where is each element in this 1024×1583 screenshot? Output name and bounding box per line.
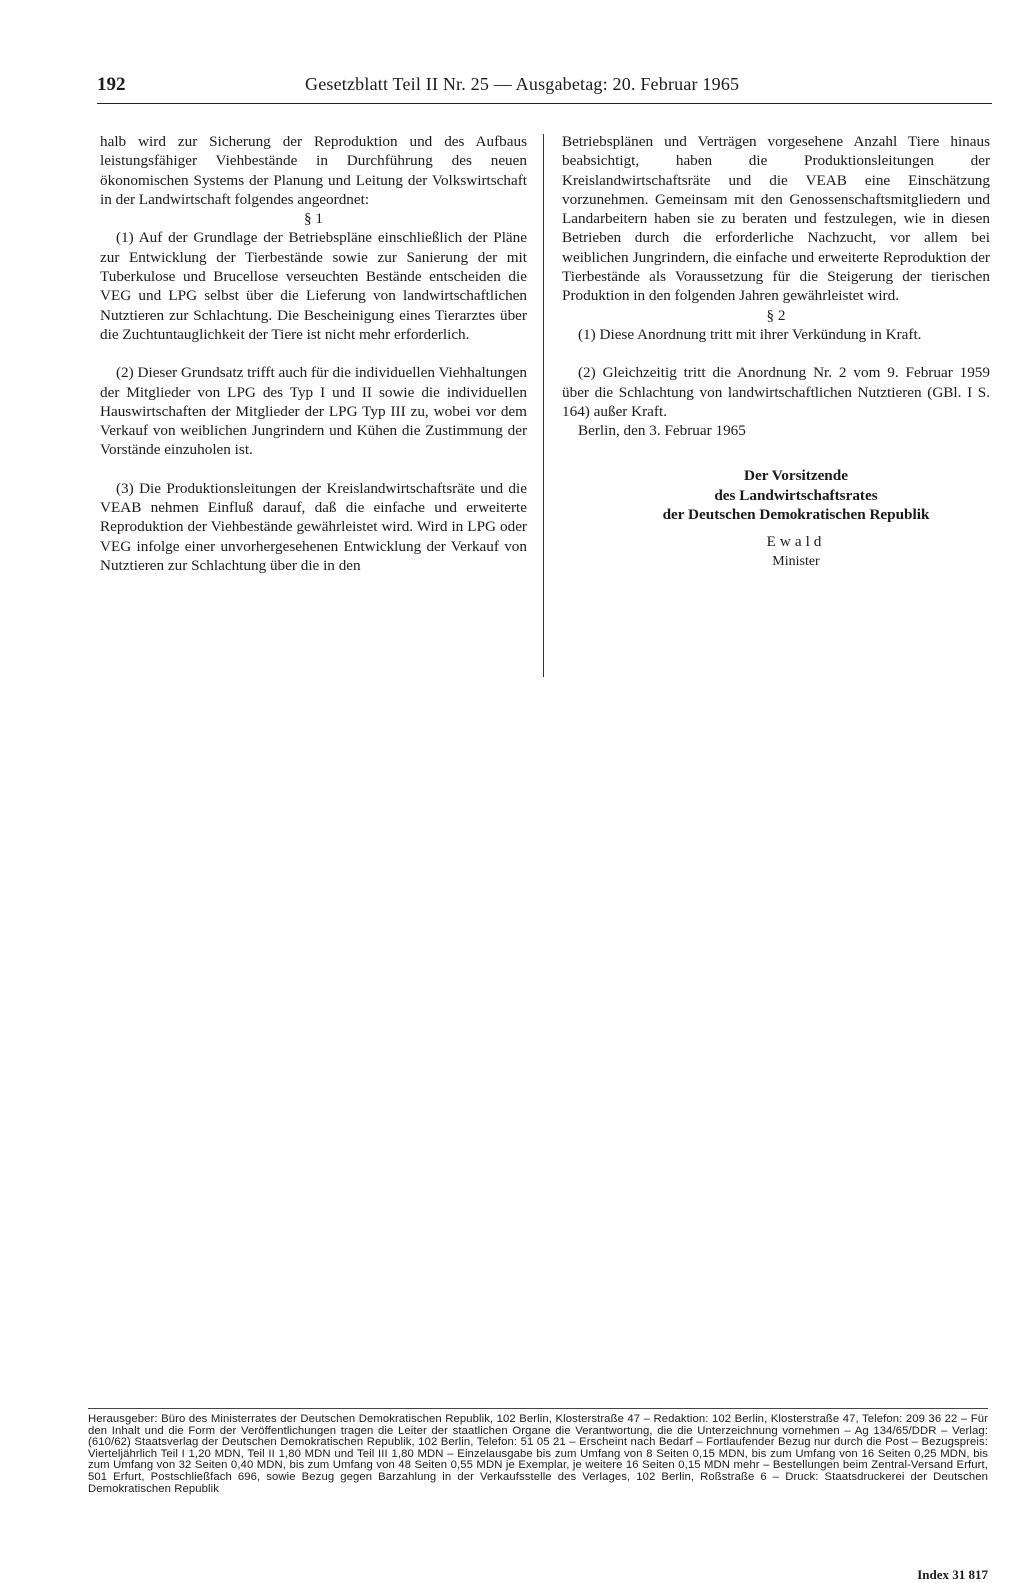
imprint-footer: Herausgeber: Büro des Ministerrates der Deutschen Demokratischen Republik, 102 Berlin, Klosterstraße 47 – Redaktion: 102 Berlin, Klosterstraße 47, Telefon: 209 36 22 – Für den Inhalt und die Form der Veröffentlichungen tragen die Leiter der staatlichen Organe die Verantwortung, die die Unterzeichnung vornehmen – Ag 134/65/DDR – Verlag: (610/62) Staatsverlag der Deutschen Demokratischen Republik, 102 Berlin, Telefon: 51 05 21 – Erscheint nach Bedarf – Fortlaufender Bezug nur durch die Post – Bezugspreis: Vierteljährlich Teil I 1,20 MDN, Teil II 1,80 MDN und Teil III 1,80 MDN – Einzelausgabe bis zum Umfang von 8 Seiten 0,15 MDN, bis zum Umfang von 16 Seiten 0,25 MDN, bis zum Umfang von 32 Seiten 0,40 MDN, bis zum Umfang von 48 Seiten 0,55 MDN je Exemplar, je weitere 16 Seiten 0,15 MDN mehr – Bestellungen beim Zentral-Versand Erfurt, 501 Erfurt, Postschließfach 696, sowie Bezug gegen Barzahlung in der Verkaufsstelle des Verlages, 102 Berlin, Roßstraße 6 – Druck: Staatsdruckerei der Deutschen Demokratischen Republik <box>88 1413 988 1495</box>
signatory-line-2: des Landwirtschaftsrates <box>714 486 878 504</box>
page-number: 192 <box>97 74 126 95</box>
signatory-line-1: Der Vorsitzende <box>744 467 848 485</box>
footer-rule <box>88 1408 988 1409</box>
signatory-title: Minister <box>772 553 820 569</box>
continuation-paragraph: Betriebsplänen und Verträgen vorgesehene Anzahl Tiere hinaus beabsichtigt, haben die Produktionsleitungen der Kreislandwirtschaftsräte und die VEAB eine Einschätzung vorzunehmen. Gemeinsam mit den Genossenschaftsmitgliedern und Landarbeitern haben sie zu beraten und festzulegen, wie in diesen Betrieben durch die erforderliche Nachzucht, vor allem bei weiblichen Jungrindern, die einfache und erweiterte Reproduktion der Tierbestände als Voraussetzung für die Steigerung der tierischen Produktion in den folgenden Jahren gewährleistet wird. <box>562 133 990 305</box>
page-header <box>97 70 992 100</box>
section-2-paragraph-1: (1) Diese Anordnung tritt mit ihrer Verkündung in Kraft. <box>578 325 922 343</box>
section-1-paragraph-1: (1) Auf der Grundlage der Betriebspläne einschließlich der Pläne zur Entwicklung der Tierbestände sowie zur Sanierung der mit Tuberkulose und Brucellose verseuchten Bestände entscheiden die VEG und LPG selbst über die Lieferung von landwirtschaftlichen Nutztieren zur Schlachtung. Die Bescheinigung eines Tierarztes über die Zuchtuntauglichkeit der Tiere ist nicht mehr erforderlich. <box>100 229 527 343</box>
signatory-block <box>562 466 990 524</box>
section-2-heading: § 2 <box>766 306 786 324</box>
intro-paragraph: halb wird zur Sicherung der Reproduktion und des Aufbaus leistungsfähiger Viehbestände in Durchführung des neuen ökonomischen Systems der Planung und Leitung der Volkswirtschaft in der Landwirtschaft folgendes angeordnet: <box>100 133 527 208</box>
section-1-paragraph-3: (3) Die Produktionsleitungen der Kreislandwirtschaftsräte und die VEAB nehmen Einfluß darauf, daß die einfache und erweiterte Reproduktion der Viehbestände gewährleistet wird. Wird in LPG oder VEG infolge einer unvorhergesehenen Entwicklung der Verkauf von Nutztieren zur Schlachtung über die in den <box>100 479 527 574</box>
column-divider <box>543 134 544 677</box>
place-date: Berlin, den 3. Februar 1965 <box>578 422 746 440</box>
section-1-paragraph-2: (2) Dieser Grundsatz trifft auch für die individuellen Viehhaltungen der Mitglieder von LPG des Typ I und II sowie die individuellen Hauswirtschaften der Mitglieder der LPG Typ III zu, wobei vor dem Verkauf von weiblichen Jungrindern und Kühen die Zustimmung der Vorstände einzuholen ist. <box>100 364 527 459</box>
left-column <box>100 132 527 575</box>
index-number: Index 31 817 <box>917 1567 988 1582</box>
right-column <box>562 132 990 571</box>
signatory-line-3: der Deutschen Demokratischen Republik <box>662 506 930 524</box>
section-1-heading: § 1 <box>304 210 323 228</box>
header-rule <box>97 103 992 104</box>
section-2-paragraph-2: (2) Gleichzeitig tritt die Anordnung Nr. 2 vom 9. Februar 1959 über die Schlachtung von landwirtschaftlichen Nutztieren (GBl. I S. 164) außer Kraft. <box>562 364 990 420</box>
running-title: Gesetzblatt Teil II Nr. 25 — Ausgabetag: 20. Februar 1965 <box>305 74 740 94</box>
signatory-name: Ewald <box>766 533 826 551</box>
